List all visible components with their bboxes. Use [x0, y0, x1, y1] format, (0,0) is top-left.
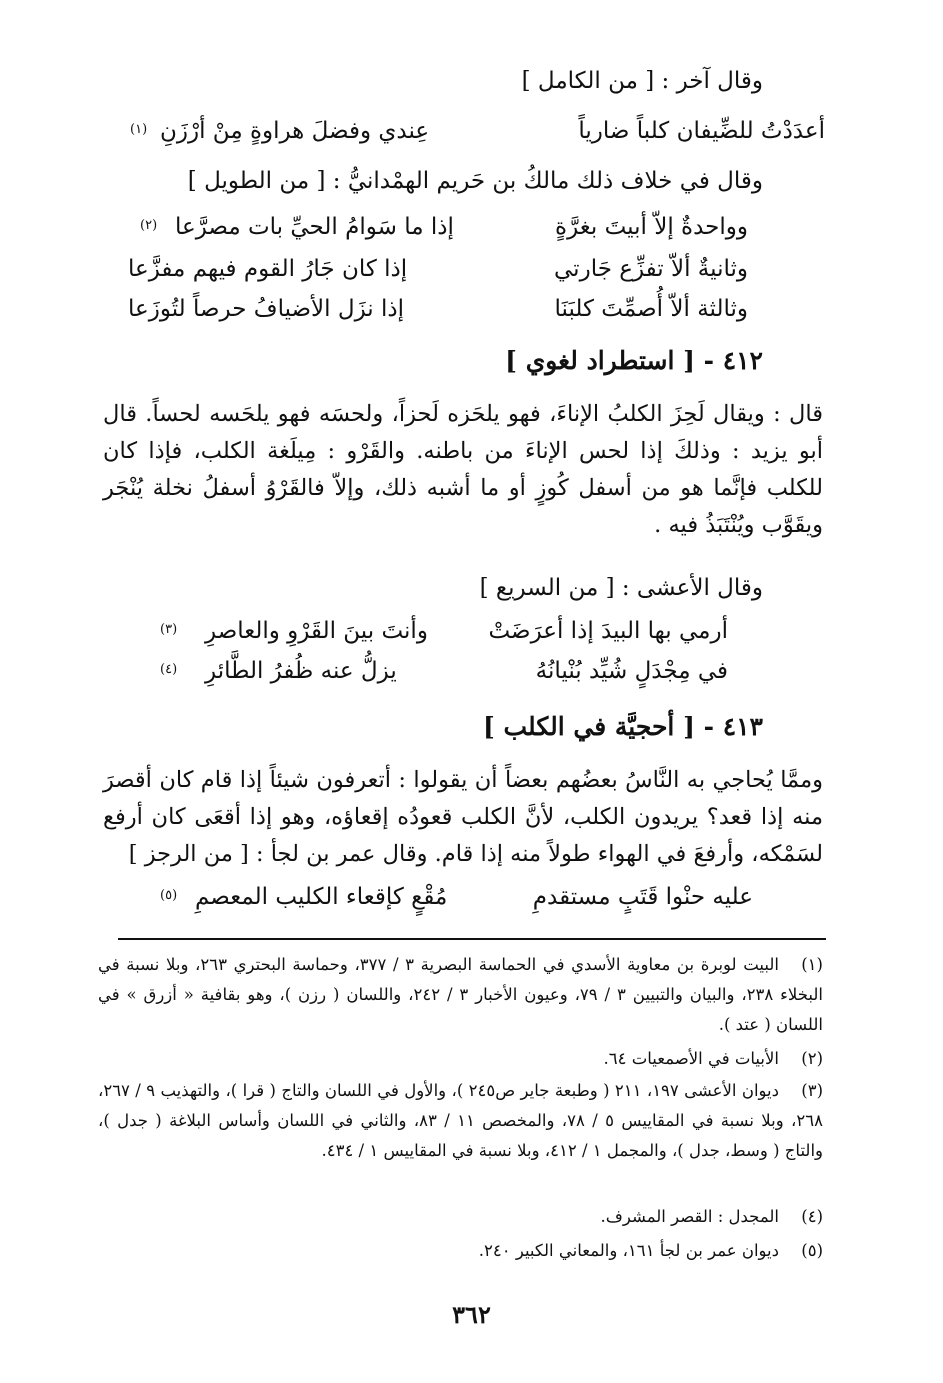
poem-intro: وقال في خلاف ذلك مالكُ بن حَريم الهمْدانيُّ : [ من الطويل ]	[187, 168, 763, 194]
verse-hemistich-left: مُقْعٍ كإقعاء الكليب المعصمِ	[195, 884, 448, 910]
verse-hemistich-left: إذا كان جَارُ القوم فيهم مفزَّعا	[128, 256, 408, 282]
footnote-number: (٣)	[801, 1081, 823, 1100]
verse-hemistich-right: وثانيةٌ ألاّ تفزِّع جَارتي	[554, 256, 748, 282]
footnote-ref: (٤)	[160, 662, 178, 677]
section-paragraph: وممَّا يُحاجي به النَّاسُ بعضُهم بعضاً أن يقولوا : أتعرفون شيئاً إذا قام كان أقصرَ منه إذا قعد؟ يريدون الكلب، لأنَّ الكلب قعودُه إقعاؤه، وهو إذا أقعَى كان أرفع لسَمْكه، وأرفعَ في الهواء طولاً منه إذا قام. وقال عمر بن لجأ : [ من الرجز ]	[103, 767, 823, 867]
verse-hemistich-left: إذا ما سَوامُ الحيِّ بات مصرَّعا	[175, 214, 454, 240]
footnote-text: ديوان الأعشى ١٩٧، ٢١١ ( وطبعة جاير ص٢٤٥ )، والأول في اللسان والتاج ( قرا )، والتهذيب ٩ / ٢٦٧، ٢٦٨، وبلا نسبة في المقاييس ٥ / ٧٨، والمخصص ١١ / ٨٣، والثاني في اللسان وأساس البلاغة ( جدل )، والتاج ( وسط، جدل )، والمجمل ١ / ٤١٢، وبلا نسبة في المقاييس ١ / ٤٣٤.	[98, 1081, 823, 1160]
footnote	[98, 1202, 823, 1232]
verse-hemistich-right: أرمي بها البيدَ إذا أعرَضَتْ	[488, 618, 728, 644]
verse-hemistich-left: إذا نزَل الأضيافُ حرصاً لتُوزَعا	[128, 296, 405, 322]
footnote-ref: (٥)	[160, 888, 178, 903]
verse-hemistich-left: وأنتَ بينَ القَرْوِ والعاصرِ	[205, 618, 428, 644]
footnote	[98, 1236, 823, 1266]
footnote-text: المجدل : القصر المشرف.	[600, 1207, 779, 1226]
poem-intro: وقال آخر : [ من الكامل ]	[521, 68, 763, 94]
footnote-number: (٥)	[801, 1241, 823, 1260]
footnote-number: (١)	[801, 955, 823, 974]
footnote-ref: (١)	[130, 122, 148, 137]
footnote-text: البيت لوبرة بن معاوية الأسدي في الحماسة البصرية ٣ / ٣٧٧، وحماسة البحتري ٢٦٣، وبلا نسبة في البخلاء ٢٣٨، والبيان والتبيين ٣ / ٧٩، وعيون الأخبار ٣ / ٢٤٢، واللسان ( رزن )، وهو بقافية « أزرق » في اللسان ( عتد ).	[98, 955, 823, 1034]
verse-hemistich-left: عِندي وفضلَ هراوةٍ مِنْ أرْزَنِ	[160, 118, 430, 144]
verse-hemistich-right: وثالثة ألاّ أُصمِّتَ كلبَنَا	[554, 296, 748, 322]
poem-intro: وقال الأعشى : [ من السريع ]	[479, 575, 763, 601]
section-paragraph: قال : ويقال لَحِزَ الكلبُ الإناءَ، فهو يلحَزه لَحزاً، ولحسَه فهو يلحَسه لحساً. قال أبو يزيد : وذلكَ إذا لحس الإناءَ من باطنه. والقَرْو : مِيلَغة الكلب، فإذا كان للكلب فإنَّما هو من أسفل كُوزٍ أو ما أشبه ذلك، وإلاّ فالقَرْوُ أسفلُ نخلة يُنْجَر ويقَوَّب ويُنْتَبَذُ فيه .	[103, 401, 823, 538]
verse-hemistich-right: وواحدةٌ إلاّ أبيتَ بغرَّةٍ	[555, 214, 748, 240]
footnote-ref: (٣)	[160, 622, 178, 637]
page-number: ٣٦٢	[452, 1300, 491, 1329]
verse-hemistich-right: أعدَدْتُ للضِّيفان كلباً ضارياً	[578, 118, 825, 144]
footnote	[98, 1076, 823, 1166]
footnote	[98, 1044, 823, 1074]
footnote-ref: (٢)	[140, 218, 158, 233]
verse-hemistich-left: يزلُّ عنه ظُفرُ الطَّائرِ	[205, 658, 397, 684]
footnote-number: (٤)	[801, 1207, 823, 1226]
footnote	[98, 950, 823, 1040]
footnote-divider	[118, 938, 826, 940]
section-heading: ٤١٣ - [ أحجيَّة في الكلب ]	[482, 712, 763, 741]
verse-hemistich-right: عليه حنْوا قَتَبٍ مستقدمِ	[532, 884, 753, 910]
footnote-number: (٢)	[801, 1049, 823, 1068]
footnote-text: ديوان عمر بن لجأ ١٦١، والمعاني الكبير ٢٤٠.	[478, 1241, 779, 1260]
section-heading: ٤١٢ - [ استطراد لغوي ]	[505, 346, 763, 375]
verse-hemistich-right: في مِجْدَلٍ شُيِّد بُنْيانُهُ	[535, 658, 728, 684]
footnote-text: الأبيات في الأصمعيات ٦٤.	[603, 1049, 779, 1068]
